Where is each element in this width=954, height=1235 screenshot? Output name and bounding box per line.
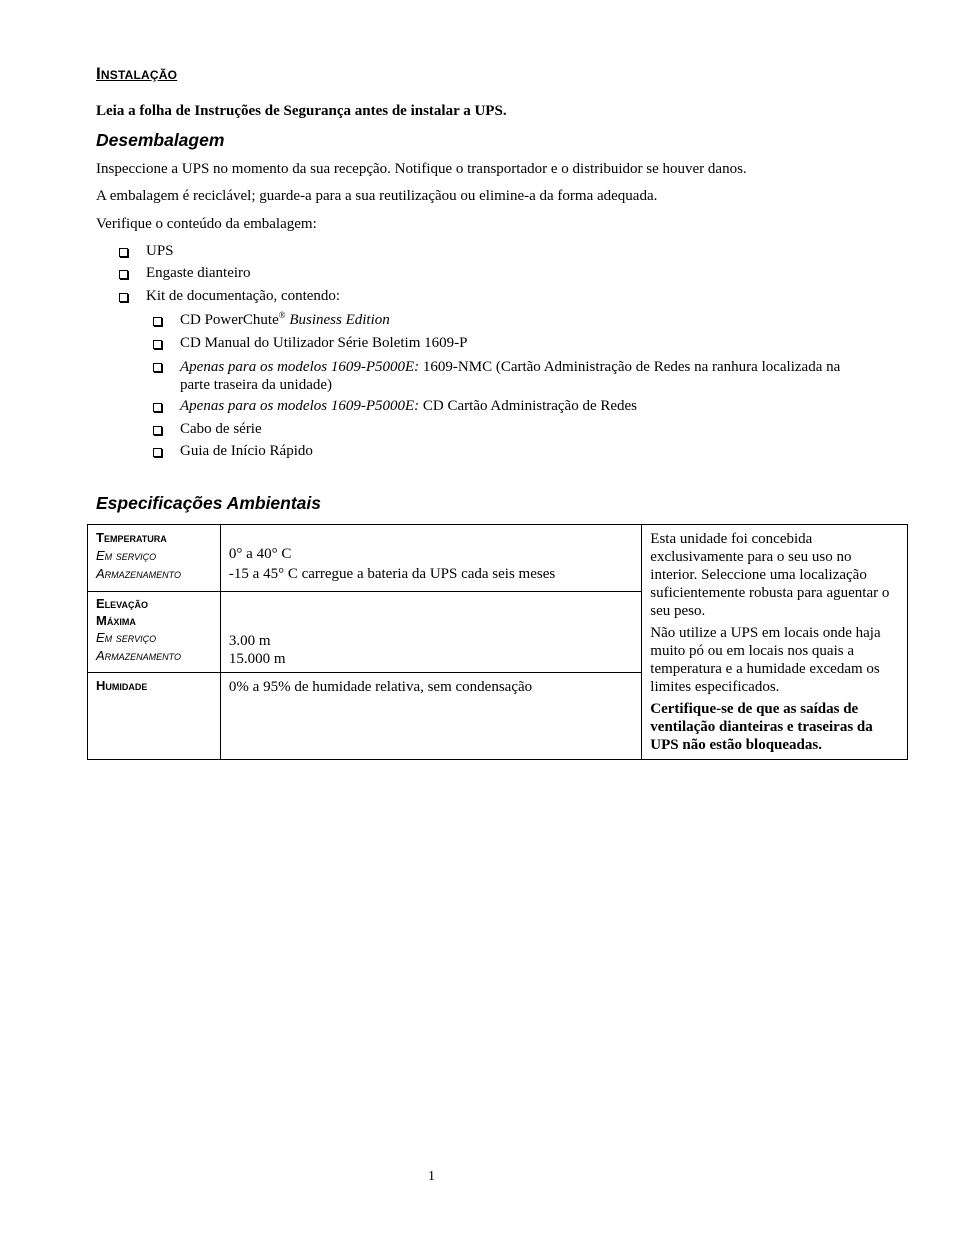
safety-note: Leia a folha de Instruções de Segurança antes de instalar a UPS. (96, 103, 507, 119)
elevation-label-line-2: Máxima (96, 613, 136, 628)
environment-notes-cell (642, 525, 908, 760)
temperature-label: Temperatura (96, 530, 167, 545)
in-service-label: Em serviço (96, 630, 157, 645)
storage-label: Armazenamento (96, 566, 182, 581)
checkbox-icon (153, 363, 162, 372)
unpacking-heading: Desembalagem (96, 130, 225, 150)
temperature-value-cell (220, 525, 641, 592)
list-item (180, 312, 390, 329)
registered-mark: ® (278, 310, 286, 320)
list-item: Kit de documentação, contendo: (146, 288, 341, 304)
checkbox-icon (153, 426, 162, 435)
temperature-storage-value: -15 a 45° C carregue a bateria da UPS cada seis meses (228, 566, 556, 582)
elevation-value-cell (220, 592, 641, 673)
nmc-text-line-1: 1609-NMC (Cartão Administração de Redes na ranhura localizada na (422, 359, 841, 375)
elevation-storage-value: 15.000 m (228, 651, 286, 667)
checkbox-icon (153, 448, 162, 457)
table-row (88, 525, 908, 592)
nmc-text-line-2: parte traseira da unidade) (180, 377, 332, 393)
page-title: Instalação (96, 64, 178, 83)
checkbox-icon (119, 248, 128, 257)
humidity-value-cell (220, 673, 641, 760)
nmc-cd-text: CD Cartão Administração de Redes (422, 398, 638, 414)
elevation-in-service-value: 3.00 m (228, 633, 271, 649)
list-item: Cabo de série (180, 421, 262, 437)
unpacking-paragraph-1: Inspeccione a UPS no momento da sua recepção. Notifique o transportador e o distribuidor se houver danos. (96, 161, 747, 177)
environment-spec-table (87, 524, 908, 760)
model-note: Apenas para os modelos 1609-P5000E: (180, 398, 420, 414)
checkbox-icon (153, 317, 162, 326)
list-item (180, 358, 880, 394)
model-note: Apenas para os modelos 1609-P5000E: (180, 359, 420, 375)
in-service-label: Em serviço (96, 548, 157, 563)
cd-powerchute-edition: Business Edition (289, 312, 390, 328)
checkbox-icon (119, 293, 128, 302)
checkbox-icon (153, 340, 162, 349)
temperature-in-service-value: 0° a 40° C (228, 546, 292, 562)
humidity-label-cell (88, 673, 221, 760)
list-item (180, 398, 637, 415)
list-item: Guia de Início Rápido (180, 443, 313, 459)
unpacking-paragraph-2: A embalagem é reciclável; guarde-a para a sua reutilizaçãou ou elimine-a da forma adequada. (96, 188, 658, 204)
temperature-label-cell (88, 525, 221, 592)
environment-heading: Especificações Ambientais (96, 493, 322, 513)
cd-powerchute-label: CD PowerChute (180, 312, 279, 328)
storage-label: Armazenamento (96, 648, 182, 663)
elevation-label-cell (88, 592, 221, 673)
elevation-label: Elevação (96, 596, 149, 611)
notes-paragraph-1: Esta unidade foi concebida exclusivamente para o seu uso no interior. Seleccione uma localização suficientemente robusta para aguentar o seu peso. (650, 531, 890, 619)
humidity-label: Humidade (96, 678, 148, 693)
notes-paragraph-2: Não utilize a UPS em locais onde haja muito pó ou em locais nos quais a temperatura e a humidade excedam os limites especificados. (650, 625, 881, 695)
list-item: Engaste dianteiro (146, 265, 251, 281)
page-number: 1 (428, 1169, 435, 1184)
checkbox-icon (153, 403, 162, 412)
humidity-value: 0% a 95% de humidade relativa, sem condensação (228, 679, 533, 695)
list-item: CD Manual do Utilizador Série Boletim 1609-P (180, 335, 468, 351)
list-item: UPS (146, 243, 174, 259)
notes-paragraph-3: Certifique-se de que as saídas de ventilação dianteiras e traseiras da UPS não estão bloqueadas. (650, 701, 873, 753)
unpacking-paragraph-3: Verifique o conteúdo da embalagem: (96, 216, 317, 232)
checkbox-icon (119, 270, 128, 279)
